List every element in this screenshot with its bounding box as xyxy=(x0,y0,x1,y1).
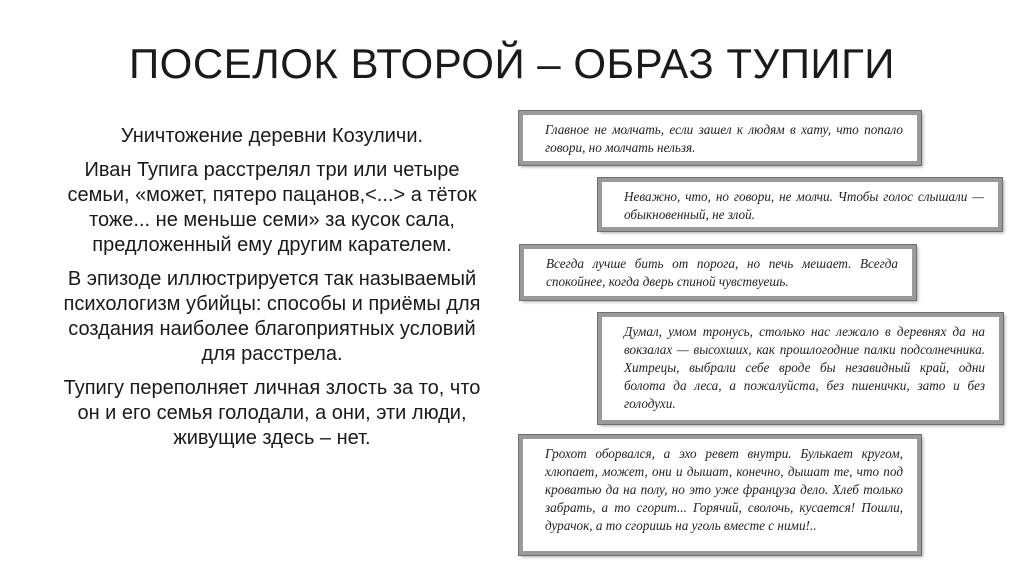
slide-title: ПОСЕЛОК ВТОРОЙ – ОБРАЗ ТУПИГИ xyxy=(128,40,895,87)
quote-box-1: Главное не молчать, если зашел к людям в хату, что попало говори, но молчать нельзя. xyxy=(519,111,921,165)
paragraph-destruction: Уничтожение деревни Козуличи. xyxy=(120,125,424,147)
quote-box-3: Всегда лучше бить от порога, но печь мешает. Всегда спокойнее, когда дверь спиной чувствуешь. xyxy=(520,245,916,300)
paragraph-execution: Иван Тупига расстрелял три или четыре семьи, «может, пятеро пацанов,<...> а тёток тоже... не меньше семи» за кусок сала, предложенный ему другим карателем. xyxy=(67,159,477,256)
paragraph-anger: Тупигу переполняет личная злость за то, что он и его семья голодали, а они, эти люди, живущие здесь – нет. xyxy=(63,377,481,449)
quote-box-2: Неважно, что, но говори, не молчи. Чтобы голос слышали — обыкновенный, не злой. xyxy=(598,178,1002,231)
quote-box-5: Грохот оборвался, а эхо ревет внутри. Булькает кругом, хлюпает, может, они и дышат, конечно, дышат те, что под кроватью да на полу, но это уже француза дело. Хлеб только забрать, а то сгорит... Горячий, сволочь, кусается! Пошли, дурачок, а то сгоришь на уголь вместе с ними!.. xyxy=(519,435,921,555)
main-text-column xyxy=(52,124,492,574)
quote-box-4: Думал, умом тронусь, столько нас лежало в деревнях да на вокзалах — высохших, как прошлогодние палки подсолнечника. Хитрецы, выбрали себе вроде бы незавидный край, одни болота да леса, а пожалуйста, без пшенички, зато и без голодухи. xyxy=(598,313,1003,424)
paragraph-psychology: В эпизоде иллюстрируется так называемый психологизм убийцы: способы и приёмы для создания наиболее благоприятных условий для расстрела. xyxy=(63,268,481,365)
